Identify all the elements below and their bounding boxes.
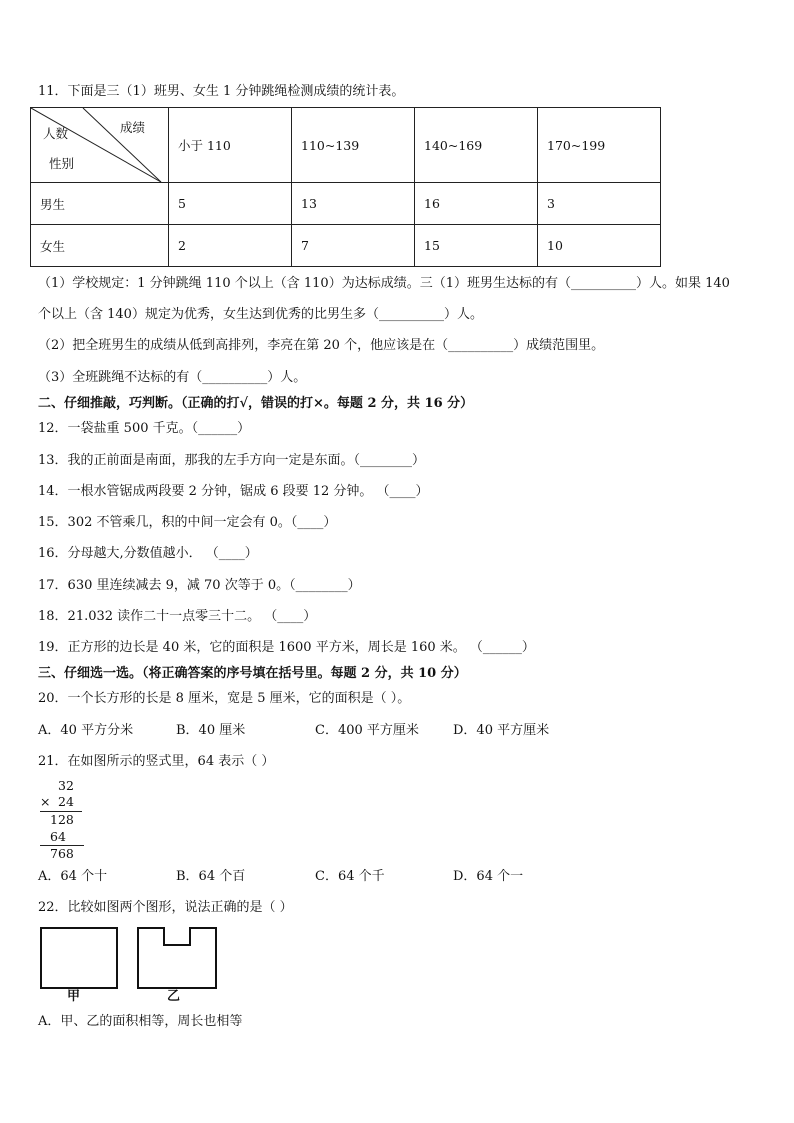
table-cell: 7 [292, 225, 415, 267]
question-21: 21．在如图所示的竖式里，64 表示（ ） [38, 754, 275, 769]
table-corner-header [31, 108, 169, 183]
q21-option-b: B．64 个百 [176, 869, 246, 884]
q21-option-d: D．64 个一 [453, 869, 524, 884]
question-19: 19．正方形的边长是 40 米，它的面积是 1600 平方米，周长是 160 米。 （______） [38, 640, 535, 655]
table-cell: 13 [292, 183, 415, 225]
vertical-operator: × [40, 794, 51, 809]
question-17: 17．630 里连续减去 9，减 70 次等于 0。（________） [38, 578, 361, 593]
q11-sub1-line2: 个以上（含 140）规定为优秀，女生达到优秀的比男生多（__________）人。 [38, 307, 483, 322]
header-mid-label: 人数 [43, 126, 69, 141]
question-14: 14．一根水管锯成两段要 2 分钟，锯成 6 段要 12 分钟。 （____） [38, 484, 429, 499]
q21-option-a: A．64 个十 [38, 869, 108, 884]
section3-heading: 三、仔细选一选。（将正确答案的序号填在括号里。每题 2 分，共 10 分） [38, 666, 467, 681]
q20-option-d: D．40 平方厘米 [453, 723, 550, 738]
table-cell: 2 [169, 225, 292, 267]
table-row [31, 225, 661, 267]
table-row [31, 183, 661, 225]
column-header: 110~139 [292, 108, 415, 183]
table-cell: 3 [538, 183, 661, 225]
q22-option-a: A．甲、乙的面积相等，周长也相等 [38, 1014, 243, 1029]
vertical-partial-product-2: 64 [50, 829, 66, 844]
question-22: 22．比较如图两个图形，说法正确的是（ ） [38, 900, 293, 915]
q11-title: 11．下面是三（1）班男、女生 1 分钟跳绳检测成绩的统计表。 [38, 84, 405, 99]
question-18: 18．21.032 读作二十一点零三十二。 （____） [38, 609, 317, 624]
shape-a-rectangle [41, 928, 117, 988]
table-cell: 5 [169, 183, 292, 225]
q21-option-c: C．64 个千 [315, 869, 385, 884]
vertical-result: 768 [50, 846, 74, 861]
question-15: 15．302 不管乘几，积的中间一定会有 0。（____） [38, 515, 337, 530]
q20-option-c: C．400 平方厘米 [315, 723, 419, 738]
q11-sub2: （2）把全班男生的成绩从低到高排列，李亮在第 20 个，他应该是在（__________）成绩范围里。 [38, 338, 605, 353]
stats-table [30, 107, 661, 267]
question-20: 20．一个长方形的长是 8 厘米，宽是 5 厘米，它的面积是（ ）。 [38, 691, 411, 706]
q20-option-a: A．40 平方分米 [38, 723, 134, 738]
question-16: 16．分母越大,分数值越小． （____） [38, 546, 258, 561]
column-header: 140~169 [415, 108, 538, 183]
vertical-multiplicand: 32 [58, 778, 74, 793]
table-cell: 15 [415, 225, 538, 267]
header-bottom-label: 性别 [49, 156, 75, 171]
vertical-partial-product-1: 128 [50, 812, 74, 827]
q20-option-b: B．40 厘米 [176, 723, 246, 738]
section2-heading: 二、仔细推敲，巧判断。（正确的打√，错误的打×。每题 2 分，共 16 分） [38, 396, 474, 411]
column-header: 小于 110 [169, 108, 292, 183]
table-cell: 16 [415, 183, 538, 225]
shape-a-label: 甲 [67, 989, 81, 1004]
row-label: 男生 [31, 183, 169, 225]
shape-b-label: 乙 [167, 989, 181, 1004]
question-12: 12．一袋盐重 500 千克。（______） [38, 421, 251, 436]
shape-b-notched [138, 928, 216, 988]
q11-sub3: （3）全班跳绳不达标的有（__________）人。 [38, 370, 307, 385]
column-header: 170~199 [538, 108, 661, 183]
row-label: 女生 [31, 225, 169, 267]
q11-sub1-line1: （1）学校规定：1 分钟跳绳 110 个以上（含 110）为达标成绩。三（1）班男生达标的有（__________）人。如果 140 [38, 276, 730, 291]
table-cell: 10 [538, 225, 661, 267]
question-13: 13．我的正前面是南面，那我的左手方向一定是东面。（________） [38, 453, 426, 468]
vertical-multiplier: 24 [58, 794, 74, 809]
header-top-label: 成绩 [120, 120, 146, 135]
